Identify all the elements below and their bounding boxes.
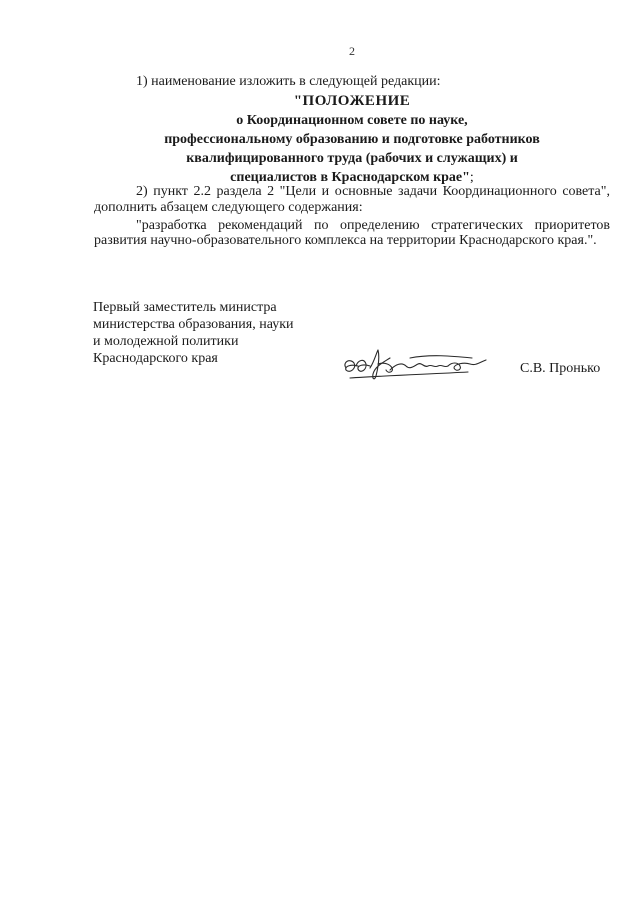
item-2-text: 2) пункт 2.2 раздела 2 "Цели и основные задачи Координационного совета", дополнить абзацем следующего содержания: [94,184,610,215]
signer-title-line-2: министерства образования, науки [93,317,294,332]
signer-title-line-1: Первый заместитель министра [93,300,277,315]
page-number: 2 [349,44,355,58]
signer-title-line-4: Краснодарского края [93,351,218,366]
heading-title: "ПОЛОЖЕНИЕ [293,93,411,109]
quoted-paragraph: "разработка рекомендаций по определению стратегических приоритетов развития научно-образовательного комплекса на территории Краснодарского края.". [94,218,610,248]
heading-line-2: профессиональному образованию и подготовке работников [164,132,540,147]
handwritten-signature [340,344,490,388]
signer-title [93,299,333,367]
regulation-heading [94,92,610,187]
signer-title-line-3: и молодежной политики [93,334,239,349]
heading-line-4-end: ; [469,170,474,185]
heading-line-3: квалифицированного труда (рабочих и служащих) и [186,151,518,166]
signer-name: С.В. Пронько [520,361,601,376]
heading-line-1: о Координационном совете по науке, [236,113,468,128]
item-1-text: 1) наименование изложить в следующей редакции: [136,74,441,89]
heading-line-4: специалистов в Краснодарском крае" [230,170,470,185]
